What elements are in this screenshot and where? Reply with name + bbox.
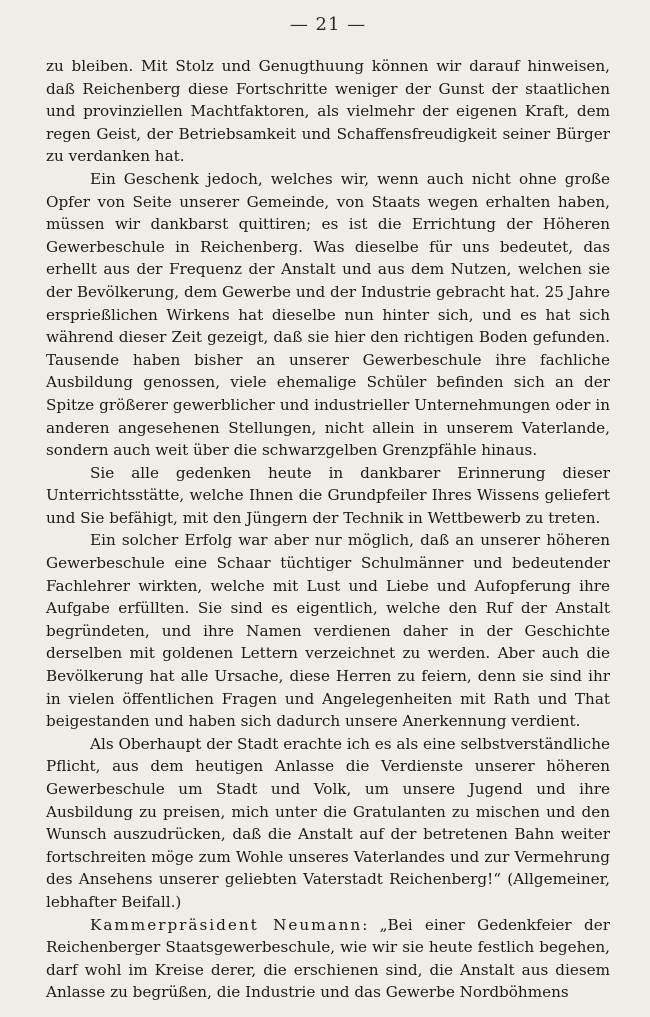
speaker-name: Kammerpräsident Neumann [90, 915, 363, 934]
paragraph-2: Ein Geschenk jedoch, welches wir, wenn auch nicht ohne große Opfer von Seite unserer Gemeinde, von Staats wegen erhalten haben, müssen wir dankbarst quittiren; es ist die Errichtung der Höheren Gewerbeschule in Reichenberg. Was dieselbe für uns bedeutet, das erhellt aus der Frequenz der Anstalt und aus dem Nutzen, welchen sie der Bevölkerung, dem Gewerbe und der Industrie gebracht hat. 25 Jahre ersprießlichen Wirkens hat dieselbe nun hinter sich, und es hat sich während dieser Zeit gezeigt, daß sie hier den richtigen Boden gefunden. Tausende haben bisher an unserer Gewerbeschule ihre fachliche Ausbildung genossen, viele ehemalige Schüler befinden sich an der Spitze größerer gewerblicher und industrieller Unternehmungen oder in anderen angesehenen Stellungen, nicht allein in unserem Vaterlande, sondern auch weit über die schwarzgelben Grenzpfähle hinaus. [46, 169, 610, 460]
speaker-separator: : [362, 915, 380, 934]
paragraph-3: Sie alle gedenken heute in dankbarer Erinnerung dieser Unterrichtsstätte, welche Ihnen die Grundpfeiler Ihres Wissens geliefert und Sie befähigt, mit den Jüngern der Technik in Wettbewerb zu treten. [46, 463, 610, 527]
paragraph-1: zu bleiben. Mit Stolz und Genugthuung können wir darauf hinweisen, daß Reichenberg diese Fortschritte weniger der Gunst der staatlichen und provinziellen Machtfaktoren, als vielmehr der eigenen Kraft, dem regen Geist, der Betriebsamkeit und Schaffensfreudigkeit seiner Bürger zu verdanken hat. [46, 57, 610, 166]
speech-text: „Bei einer Gedenkfeier der Reichenberger Staatsgewerbeschule, wie wir sie heute festlich begehen, darf wohl im Kreise derer, die erschienen sind, die Anstalt aus diesem Anlasse zu begrüßen, die Industrie und das Gewerbe Nordböhmens [46, 915, 611, 1002]
paragraph-5: Als Oberhaupt der Stadt erachte ich es als eine selbstverständliche Pflicht, aus dem heutigen Anlasse die Verdienste unserer höheren Gewerbeschule um Stadt und Volk, um unsere Jugend und ihre Ausbildung zu preisen, mich unter die Gratulanten zu mischen und den Wunsch auszudrücken, daß die Anstalt auf der betretenen Bahn weiter fortschreiten möge zum Wohle unseres Vaterlandes und zur Vermehrung des Ansehens unserer geliebten Vaterstadt Reichenberg!“ (Allgemeiner, lebhafter Beifall.) [46, 734, 610, 911]
page-number: — 21 — [289, 14, 367, 35]
paragraph-4: Ein solcher Erfolg war aber nur möglich, daß an unserer höheren Gewerbeschule eine Schaar tüchtiger Schulmänner und bedeutender Fachlehrer wirkten, welche mit Lust und Liebe und Aufopferung ihre Aufgabe erfüllten. Sie sind es eigentlich, welche den Ruf der Anstalt begründeten, und ihre Namen verdienen daher in der Geschichte derselben mit goldenen Lettern verzeichnet zu werden. Aber auch die Bevölkerung hat alle Ursache, diese Herren zu feiern, denn sie sind ihr in vielen öffentlichen Fragen und Angelegenheiten mit Rath und That beigestanden und haben sich dadurch unsere Anerkennung verdient. [46, 531, 610, 731]
paragraph-6 [46, 914, 610, 1004]
